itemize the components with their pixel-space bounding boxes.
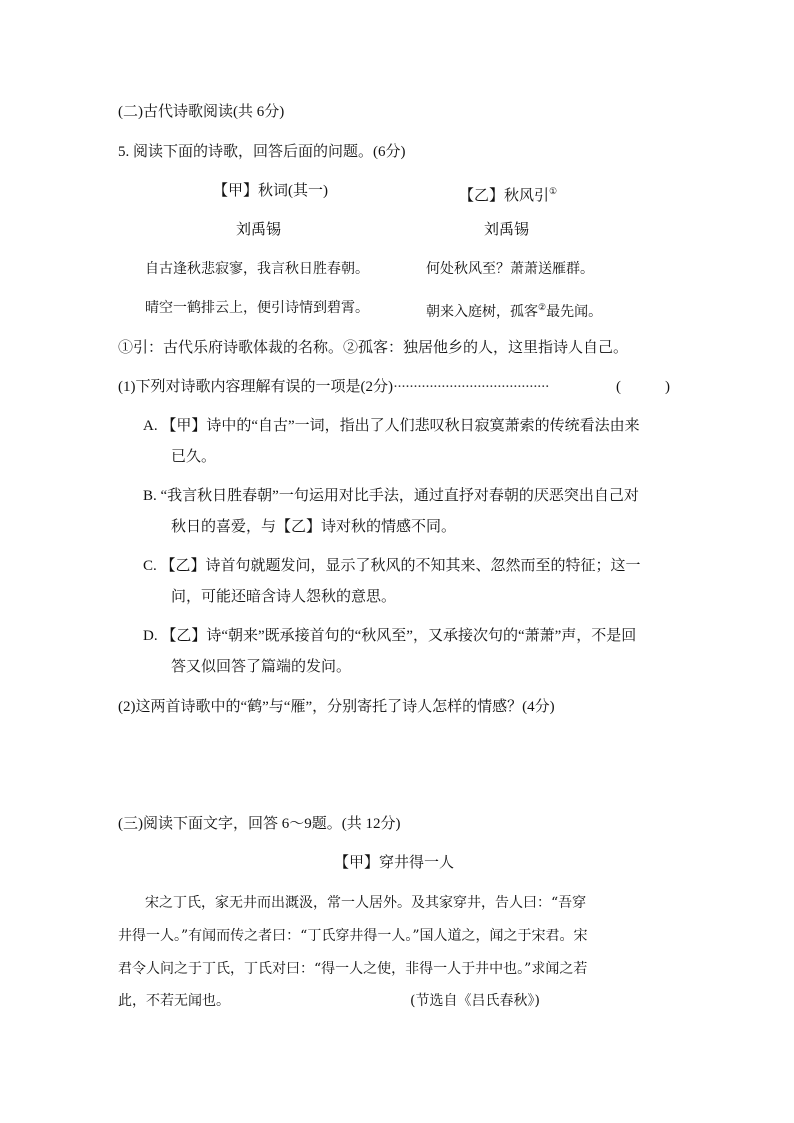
option-b-line-1: B. “我言秋日胜春朝”一句运用对比手法，通过直抒对春朝的厌恶突出自己对 <box>143 488 639 504</box>
section-heading-classical: (三)阅读下面文字，回答 6～9题。(共 12分) <box>118 816 401 832</box>
poem-b-line-2: 朝来入庭树，孤客②最先闻。 <box>426 303 603 320</box>
passage-line-4: 此，不若无闻也。 <box>118 993 230 1009</box>
option-c-line-1: C. 【乙】诗首句就题发问，显示了秋风的不知其来、忽然而至的特征；这一 <box>143 558 641 574</box>
answer-paren-close: ) <box>665 379 670 395</box>
answer-paren-open: ( <box>616 379 621 395</box>
question-2-stem: (2)这两首诗歌中的“鹤”与“雁”，分别寄托了诗人怎样的情感？(4分) <box>118 699 555 715</box>
option-a-line-2: 已久。 <box>171 449 217 465</box>
footnote-marker-2: ② <box>538 303 547 313</box>
option-b-line-2: 秋日的喜爱，与【乙】诗对秋的情感不同。 <box>171 519 457 535</box>
option-c-line-2: 问，可能还暗含诗人怨秋的意思。 <box>171 589 397 605</box>
answer-leader-dots: ······································· <box>392 379 549 395</box>
poem-b-author: 刘禹锡 <box>484 222 530 238</box>
poem-b-line-1: 何处秋风至？萧萧送雁群。 <box>426 261 594 277</box>
option-d-line-2: 答又似回答了篇端的发问。 <box>171 659 352 675</box>
passage-source: (节选自《吕氏春秋》) <box>410 993 540 1009</box>
footnote-marker-1: ① <box>549 186 558 196</box>
poem-b-title: 【乙】秋风引① <box>459 186 558 204</box>
poem-a-author: 刘禹锡 <box>236 222 282 238</box>
section-heading-poetry: (二)古代诗歌阅读(共 6分) <box>118 104 285 120</box>
passage-line-1: 宋之丁氏，家无井而出溉汲，常一人居外。及其家穿井，告人曰：“吾穿 <box>145 895 587 911</box>
poem-a-title: 【甲】秋词(其一) <box>213 183 328 199</box>
option-a-line-1: A. 【甲】诗中的“自古”一词，指出了人们悲叹秋日寂寞萧索的传统看法由来 <box>143 418 640 434</box>
passage-line-3: 君令人问之于丁氏，丁氏对曰：“得一人之使，非得一人于井中也。”求闻之若 <box>118 961 588 977</box>
passage-title: 【甲】穿井得一人 <box>334 855 455 871</box>
option-d-line-1: D. 【乙】诗“朝来”既承接首句的“秋风至”，又承接次句的“萧萧”声，不是回 <box>143 628 637 644</box>
passage-line-2: 井得一人。”有闻而传之者曰：“丁氏穿井得一人。”国人道之，闻之于宋君。宋 <box>118 928 588 944</box>
poem-a-line-2: 晴空一鹤排云上，便引诗情到碧霄。 <box>145 300 369 316</box>
poem-a-line-1: 自古逢秋悲寂寥，我言秋日胜春朝。 <box>145 261 369 277</box>
question-5-stem: 5. 阅读下面的诗歌，回答后面的问题。(6分) <box>118 144 406 160</box>
question-1-stem: (1)下列对诗歌内容理解有误的一项是(2分)······································· ( ) <box>118 379 670 395</box>
poem-notes: ①引：古代乐府诗歌体裁的名称。②孤客：独居他乡的人，这里指诗人自己。 <box>118 340 629 356</box>
